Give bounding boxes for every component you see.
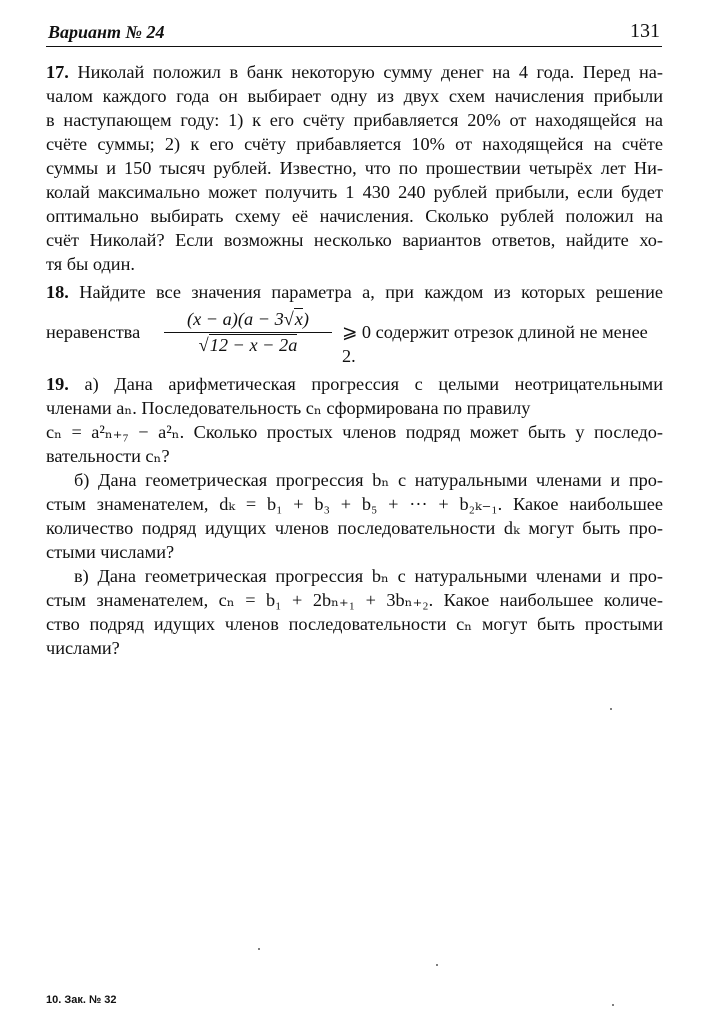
problem-19c-line: стым знаменателем, cₙ = b₁ + 2bₙ₊₁ + 3bₙ₊₂. Какое наибольшее количе- [46, 590, 663, 610]
problem-18-line: 18. Найдите все значения параметра a, при каждом из которых решение [46, 282, 663, 302]
problem-18-inequality [46, 308, 663, 366]
problem-number: 18. [46, 282, 69, 302]
problem-19b-line: стым знаменателем, dₖ = b₁ + b₃ + b₅ + ··· + b₂ₖ₋₁. Какое наибольшее [46, 494, 663, 514]
problem-number: 19. [46, 374, 69, 394]
inequality-label: неравенства [46, 322, 141, 342]
problem-19c-line: числами? [46, 638, 120, 658]
running-header [46, 16, 662, 47]
problem-17-line: счёт Николай? Если возможны несколько вариантов ответов, найдите хо- [46, 230, 663, 250]
scan-speck [610, 708, 612, 710]
fraction-bar [164, 332, 332, 333]
problem-17-line: оптимально выбирать схему её начисления. Сколько рублей положил на [46, 206, 663, 226]
fraction-denominator: √12 − x − 2a [198, 335, 298, 355]
inequality-fraction [160, 308, 336, 356]
inequality-condition: ⩾ 0 содержит отрезок длиной не менее 2. [342, 322, 648, 366]
problem-17-line: счёте суммы; 2) к его счёту прибавляется 10% от находящейся на счёте [46, 134, 663, 154]
problem-19b-line: количество подряд идущих членов последовательности dₖ могут быть про- [46, 518, 663, 538]
problem-17-line: чалом каждого года он выбирает одну из двух схем начисления прибыли [46, 86, 663, 106]
problem-19a-line: членами aₙ. Последовательность cₙ сформирована по правилу [46, 398, 531, 418]
scan-speck [436, 964, 438, 966]
problem-17-line: 17. Николай положил в банк некоторую сумму денег на 4 года. Перед на- [46, 62, 663, 82]
variant-title: Вариант № 24 [48, 22, 165, 42]
problem-17-line: колай максимально может получить 1 430 240 рублей прибыли, если будет [46, 182, 663, 202]
problem-19b-line: стыми числами? [46, 542, 175, 562]
problem-19c-line: ство подряд идущих членов последовательности cₙ могут быть простыми [46, 614, 663, 634]
problem-19a-line: вательности cₙ? [46, 446, 170, 466]
problem-19c-line: в) Дана геометрическая прогрессия bₙ с натуральными членами и про- [74, 566, 663, 586]
fraction-numerator: (x − a)(a − 3√x) [186, 309, 310, 329]
scan-speck [612, 1004, 614, 1006]
problem-19a-line: cₙ = a²ₙ₊₇ − a²ₙ. Сколько простых членов подряд может быть у последо- [46, 422, 663, 442]
printing-footer: 10. Зак. № 32 [46, 994, 117, 1006]
problem-19b-line: б) Дана геометрическая прогрессия bₙ с натуральными членами и про- [74, 470, 663, 490]
problem-19a-line: 19. а) Дана арифметическая прогрессия с целыми неотрицательными [46, 374, 664, 394]
problem-19 [46, 372, 663, 660]
problem-17-line: тя бы один. [46, 254, 135, 274]
problem-number: 17. [46, 62, 69, 82]
problem-18 [46, 280, 663, 304]
problem-17-line: в наступающем году: 1) к его счёту прибавляется 20% от находящейся на [46, 110, 663, 130]
page-number: 131 [630, 20, 660, 42]
scan-speck [258, 948, 260, 950]
problem-17 [46, 60, 663, 276]
problem-17-line: суммы и 150 тысяч рублей. Известно, что по прошествии четырёх лет Ни- [46, 158, 663, 178]
